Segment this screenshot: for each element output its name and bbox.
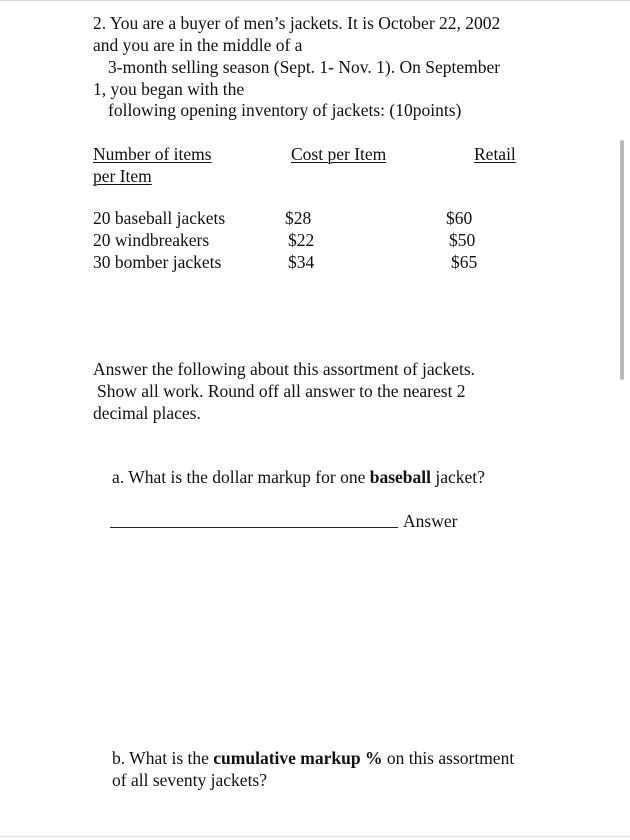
instructions-line-1: Answer the following about this assortment of jackets. [93,359,476,379]
problem-line-3: 3-month selling season (Sept. 1- Nov. 1). On September [108,57,501,77]
row-retail: $60 [446,208,473,228]
row-item: 30 bomber jackets [93,252,222,272]
problem-line-1: 2. You are a buyer of men’s jackets. It is October 22, 2002 [93,13,501,33]
row-retail: $50 [449,230,476,250]
top-divider [0,0,630,1]
row-retail: $65 [451,252,478,272]
header-items-line-2: per Item [93,166,152,186]
question-a [112,466,485,488]
answer-label: Answer [403,511,458,531]
header-items: Number of items [93,144,212,164]
question-a-suffix: jacket? [431,467,485,487]
question-a-prefix: a. What is the dollar markup for one [112,467,370,487]
row-cost: $22 [288,230,315,250]
row-cost: $28 [285,208,312,228]
row-item: 20 baseball jackets [93,208,226,228]
question-b-prefix: b. What is the [112,748,214,768]
row-item: 20 windbreakers [93,230,210,250]
header-retail: Retail [474,144,516,164]
problem-line-4: 1, you began with the [93,79,245,99]
question-b-suffix: on this assortment [382,748,515,768]
question-b-line-2: of all seventy jackets? [112,770,268,790]
instructions-line-2: Show all work. Round off all answer to the nearest 2 [97,381,466,401]
page-bottom-edge [0,836,630,837]
row-cost: $34 [288,252,315,272]
question-b-bold: cumulative markup % [213,748,383,768]
answer-line[interactable] [110,527,398,528]
problem-line-5: following opening inventory of jackets: (10points) [108,100,462,120]
vertical-scrollbar[interactable] [620,140,624,380]
instructions-line-3: decimal places. [93,403,201,423]
header-cost: Cost per Item [291,144,387,164]
problem-line-2: and you are in the middle of a [93,35,303,55]
question-b [112,747,514,769]
question-a-bold: baseball [369,467,432,487]
